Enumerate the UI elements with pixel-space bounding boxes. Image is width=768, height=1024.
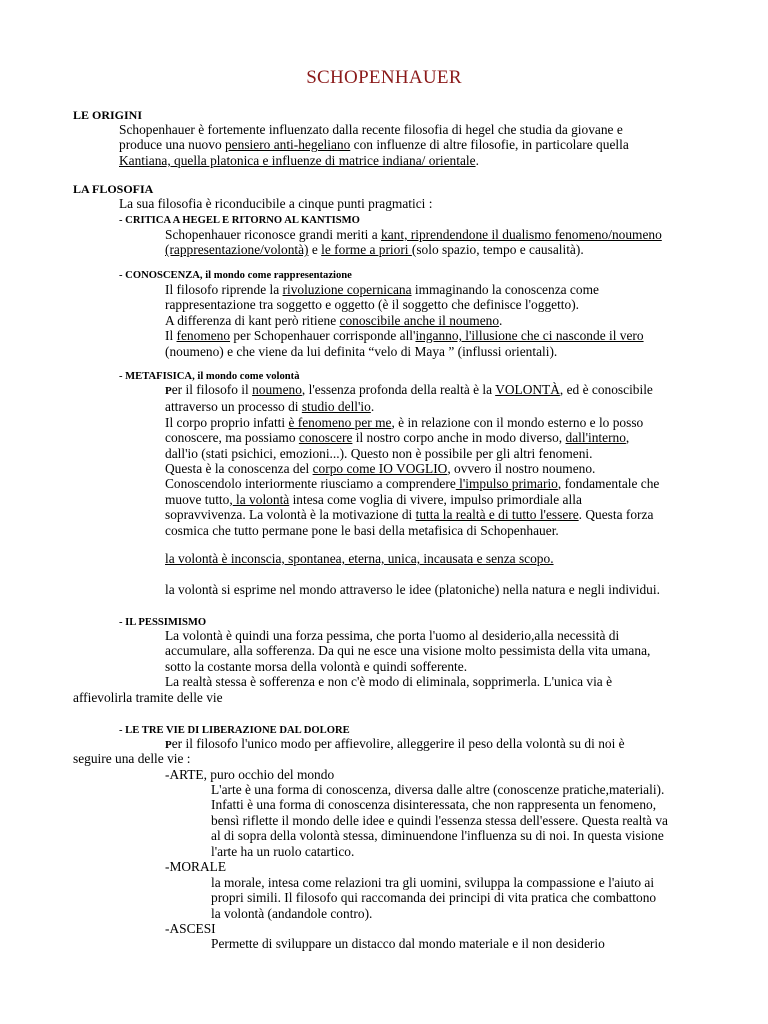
document-title: SCHOPENHAUER — [306, 67, 462, 88]
via-ascesi-paragraph: Permette di sviluppare un distacco dal mondo materiale e il non desiderio — [211, 936, 605, 951]
conoscenza-paragraph — [165, 282, 695, 359]
text-line: (rappresentazione/volontà) e le forme a priori (solo spazio, tempo e causalità). — [165, 242, 584, 258]
text-line: l'arte ha un ruolo catartico. — [211, 843, 355, 859]
pessimismo-paragraph — [165, 628, 695, 690]
text-line: Conoscendolo interiormente riusciamo a comprendere l'impulso primario, fondamentale che — [165, 476, 660, 492]
text-line: accumulare, alla sofferenza. Da qui ne esce una visione molto pessimista della vita umana, — [165, 643, 651, 659]
text-line: La realtà stessa è sofferenza e non c'è modo di eliminala, sopprimerla. L'unica via è — [165, 674, 613, 690]
text-line: bensì riflette il mondo delle idee e quindi l'essenza stessa dell'essere. Questa realtà va — [211, 812, 668, 828]
text-line: propri simili. Il filosofo qui raccomanda dei principi di vita pratica che combattono — [211, 890, 657, 906]
via-ascesi-heading: -ASCESI — [165, 921, 216, 936]
via-arte-heading: -ARTE, puro occhio del mondo — [165, 767, 335, 782]
subheading-tre-vie: - LE TRE VIE DI LIBERAZIONE DAL DOLORE — [119, 725, 350, 736]
subheading-pessimismo: - IL PESSIMISMO — [119, 617, 207, 628]
pessimismo-continuation: affievolirla tramite delle vie — [73, 690, 223, 705]
via-morale-heading: -MORALE — [165, 859, 226, 874]
text-line: muove tutto, la volontà intesa come voglia di vivere, impulso primordiale alla — [165, 491, 582, 507]
subheading-conoscenza: - CONOSCENZA, il mondo come rappresentazione — [119, 270, 352, 281]
text-line: cosmica che tutto permane pone le basi della metafisica di Schopenhauer. — [165, 522, 559, 538]
section-heading-origini: LE ORIGINI — [73, 108, 143, 122]
text-line: Il fenomeno per Schopenhauer corrisponde all'inganno, l'illusione che ci nasconde il vero — [165, 328, 644, 344]
critica-paragraph — [165, 227, 695, 258]
text-line: Per il filosofo il noumeno, l'essenza profonda della realtà è la VOLONTÀ, ed è conoscibile — [165, 382, 653, 397]
text-line: la volontà (andandole contro). — [211, 905, 373, 921]
origini-paragraph — [119, 122, 679, 168]
text-line: la morale, intesa come relazioni tra gli uomini, sviluppa la compassione e l'aiuto ai — [211, 875, 655, 890]
text-line: sotto la costante morsa della volontà e quindi sofferente. — [165, 658, 468, 674]
subheading-metafisica: - METAFISICA, il mondo come volontà — [119, 371, 300, 382]
filosofia-intro: La sua filosofia è riconducibile a cinque punti pragmatici : — [119, 196, 433, 211]
text-line: produce una nuovo pensiero anti-hegeliano con influenze di altre filosofie, in particolare quella — [119, 137, 629, 153]
text-line: La volontà è quindi una forza pessima, che porta l'uomo al desiderio,alla necessità di — [165, 628, 620, 643]
text-line: Schopenhauer è fortemente influenzato dalla recente filosofia di hegel che studia da giovane e — [119, 122, 623, 137]
text-line: Schopenhauer riconosce grandi meriti a kant, riprendendone il dualismo fenomeno/noumeno — [165, 227, 662, 242]
text-line: attraverso un processo di studio dell'io. — [165, 399, 375, 415]
text-line: dall'io (stati psichici, emozioni...). Questo non è possibile per gli altri fenomeni. — [165, 445, 593, 461]
text-line: Il filosofo riprende la rivoluzione copernicana immaginando la conoscenza come — [165, 282, 599, 297]
metafisica-paragraph — [165, 382, 695, 538]
vie-intro-continuation: seguire una delle vie : — [73, 751, 191, 766]
text-line: Infatti è una forma di conoscenza disinteressata, che non rappresenta un fenomeno, — [211, 797, 657, 813]
via-morale-paragraph — [211, 875, 701, 921]
subheading-critica: - CRITICA A HEGEL E RITORNO AL KANTISMO — [119, 215, 360, 226]
text-line: A differenza di kant però ritiene conoscibile anche il noumeno. — [165, 312, 503, 328]
via-arte-paragraph — [211, 782, 701, 859]
text-line: al di sopra della volontà stessa, diminuendone l'influenza su di noi. In questa visione — [211, 828, 664, 844]
text-line: Per il filosofo l'unico modo per affievolire, alleggerire il peso della volontà su di noi è — [165, 736, 625, 751]
text-line: Questa è la conoscenza del corpo come IO VOGLIO, ovvero il nostro noumeno. — [165, 461, 596, 477]
text-line: Il corpo proprio infatti è fenomeno per me, è in relazione con il mondo esterno e lo posso — [165, 414, 644, 430]
section-heading-filosofia: LA FLOSOFIA — [73, 182, 154, 196]
text-line: (noumeno) e che viene da lui definita “velo di Maya ” (influssi orientali). — [165, 343, 558, 359]
metafisica-summary — [165, 551, 695, 566]
text-line: sopravvivenza. La volontà è la motivazione di tutta la realtà e di tutto l'essere. Questa forza — [165, 507, 654, 523]
text-line: la volontà è inconscia, spontanea, eterna, unica, incausata e senza scopo. — [165, 551, 554, 566]
text-line: Kantiana, quella platonica e influenze di matrice indiana/ orientale. — [119, 152, 479, 168]
metafisica-ideas: la volontà si esprime nel mondo attraverso le idee (platoniche) nella natura e negli individui. — [165, 582, 660, 597]
text-line: rappresentazione tra soggetto e oggetto (è il soggetto che definisce l'oggetto). — [165, 297, 580, 313]
text-line: conoscere, ma possiamo conoscere il nostro corpo anche in modo diverso, dall'interno, — [165, 430, 630, 446]
text-line: L'arte è una forma di conoscenza, diversa dalle altre (conoscenze pratiche,materiali). — [211, 782, 665, 797]
